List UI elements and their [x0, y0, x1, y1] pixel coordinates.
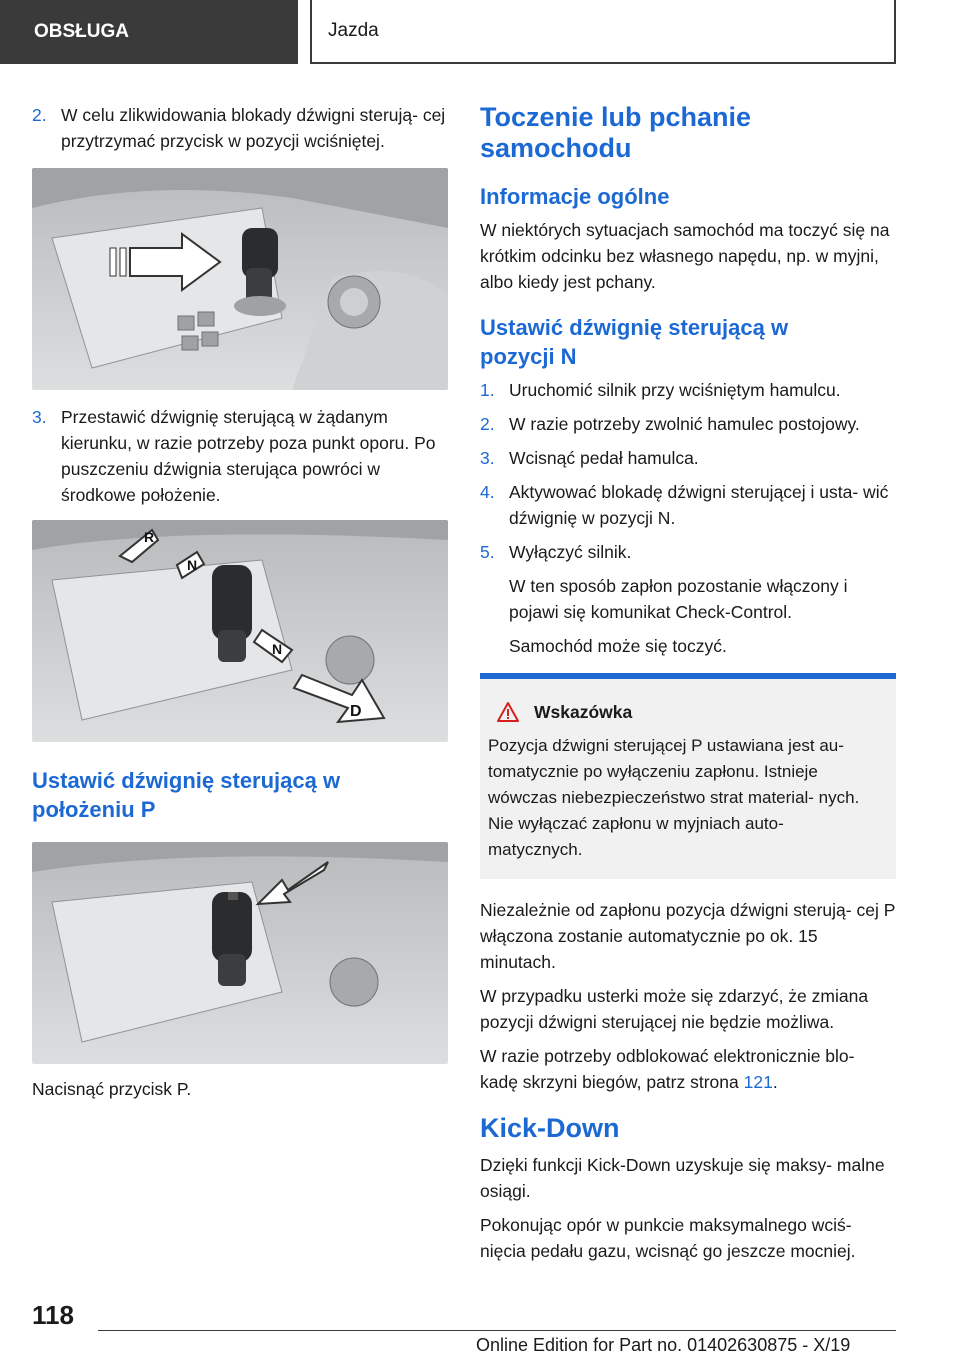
step-number: 2.: [32, 105, 47, 125]
warning-triangle-icon: [496, 701, 520, 723]
step-number: 2.: [480, 414, 495, 434]
step-number: 4.: [480, 482, 495, 502]
position-label-n: N: [272, 641, 283, 657]
step-text: W celu zlikwidowania blokady dźwigni sterują‐ cej przytrzymać przycisk w pozycji wciśniętej.: [61, 105, 446, 151]
step-number: 1.: [480, 380, 495, 400]
step-text: W razie potrzeby zwolnić hamulec postojowy.: [509, 414, 860, 434]
body-text: Pokonując opór w punkcie maksymalnego wciś‐ nięcia pedału gazu, wcisnąć go jeszcze mocniej.: [480, 1215, 856, 1261]
left-column: [32, 102, 448, 1110]
step-item: [32, 102, 448, 154]
section-title: OBSŁUGA: [34, 21, 129, 42]
step-note: W ten sposób zapłon pozostanie włączony i pojawi się komunikat Check-Control.: [509, 576, 848, 622]
step-number: 5.: [480, 542, 495, 562]
section-tab: [0, 0, 298, 64]
chapter-header: [310, 0, 896, 64]
step-item: [480, 377, 896, 403]
footer-divider: [98, 1330, 896, 1331]
section-heading: Ustawić dźwignię sterującą w pozycji N: [480, 315, 789, 369]
gear-positions-figure: [32, 520, 448, 742]
step-item: [480, 445, 896, 471]
body-text: Niezależnie od zapłonu pozycja dźwigni sterują‐ cej P włączona zostanie automatycznie po ok. 15 minutach.: [480, 900, 896, 972]
step-text: Aktywować blokadę dźwigni sterującej i usta‐ wić dźwignię w pozycji N.: [509, 482, 889, 528]
step-item: [480, 411, 896, 437]
warning-header: [488, 701, 880, 723]
chapter-title: Jazda: [328, 20, 379, 41]
park-button-figure: [32, 842, 448, 1064]
body-text: Dzięki funkcji Kick-Down uzyskuje się maksy‐ malne osiągi.: [480, 1155, 885, 1201]
body-text: [480, 1043, 896, 1095]
position-label-d: D: [350, 703, 362, 720]
body-text: W przypadku usterki może się zdarzyć, że zmiana pozycji dźwigni sterującej nie będzie możliwa.: [480, 986, 869, 1032]
step-item: [480, 539, 896, 565]
section-heading: Kick-Down: [480, 1113, 620, 1143]
page-number: 118: [32, 1300, 74, 1330]
right-column: [480, 102, 896, 1272]
step-text: Przestawić dźwignię sterującą w żądanym kierunku, w razie potrzeby poza punkt oporu. Po puszczeniu dźwignia sterująca powróci w środkowe położenie.: [61, 407, 436, 505]
instruction-text: Nacisnąć przycisk P.: [32, 1079, 192, 1099]
edition-label: Online Edition for Part no. 01402630875 - X/19: [476, 1335, 851, 1355]
edition-text: [476, 1335, 896, 1356]
step-note: Samochód może się toczyć.: [509, 636, 727, 656]
step-number: 3.: [480, 448, 495, 468]
warning-title: Wskazówka: [534, 701, 633, 722]
warning-box: [480, 673, 896, 879]
step-text: Wyłączyć silnik.: [509, 542, 632, 562]
step-item: [32, 404, 448, 508]
body-text: W niektórych sytuacjach samochód ma toczyć się na krótkim odcinku bez własnego napędu, np. w myjni, albo kiedy jest pchany.: [480, 220, 890, 292]
step-text: Uruchomić silnik przy wciśniętym hamulcu.: [509, 380, 841, 400]
body-text-part: .: [772, 1072, 778, 1092]
step-number: 3.: [32, 407, 47, 427]
body-text-part: W razie potrzeby odblokować elektronicznie blo‐ kadę skrzyni biegów, patrz strona: [480, 1046, 855, 1092]
position-label-n: N: [187, 557, 198, 573]
section-heading: Informacje ogólne: [480, 184, 670, 209]
step-item: [480, 479, 896, 531]
step-text: Wcisnąć pedał hamulca.: [509, 448, 699, 468]
gear-lever-unlock-figure: [32, 168, 448, 390]
page-title: Toczenie lub pchanie samochodu: [480, 102, 752, 163]
position-label-r: R: [144, 529, 155, 545]
warning-text: Pozycja dźwigni sterującej P ustawiana jest au‐ tomatycznie po wyłączeniu zapłonu. Istnieje wówczas niebezpieczeństwo strat material‐ nych. Nie wyłączać zapłonu w myjniach auto‐ matycznych.: [488, 736, 860, 859]
page-reference-link[interactable]: 121: [743, 1072, 773, 1092]
section-heading: Ustawić dźwignię sterującą w położeniu P: [32, 768, 341, 822]
